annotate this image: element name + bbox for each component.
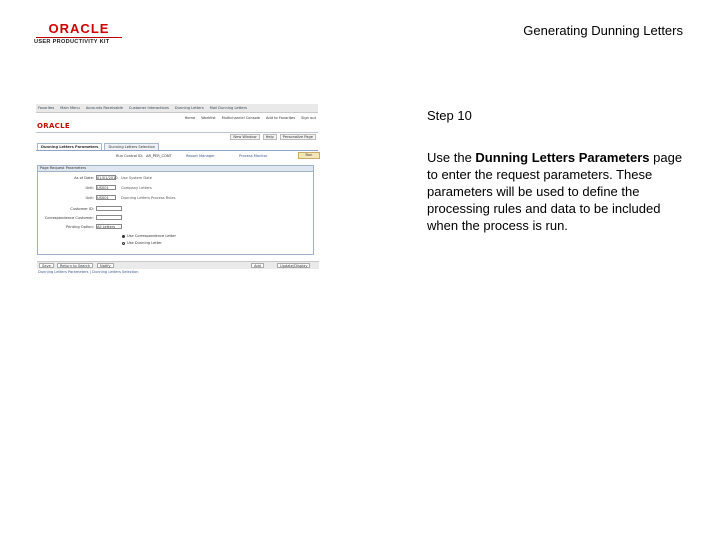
section-title: Page Request Parameters	[38, 166, 313, 172]
radio-selected-icon	[122, 235, 125, 238]
add-button[interactable]: Add	[251, 263, 264, 268]
screen-thumbnail	[36, 104, 318, 276]
logo-product-text: USER PRODUCTIVITY KIT	[34, 39, 110, 45]
step-label: Step 10	[427, 108, 472, 123]
process-monitor-link[interactable]: Process Monitor	[239, 154, 268, 158]
run-button[interactable]: Run	[298, 152, 320, 159]
update-display-button[interactable]: Update/Display	[277, 263, 310, 268]
return-to-search-button[interactable]: Return to Search	[57, 263, 93, 268]
thumb-nav-item[interactable]: Dunning Letters	[174, 106, 204, 110]
thumb-footer-links[interactable]: Dunning Letters Parameters | Dunning Letters Selection	[38, 270, 139, 274]
thumb-run-control-row	[36, 151, 318, 163]
unit-input-2[interactable]: US001	[96, 195, 116, 200]
as-of-date-field	[38, 175, 152, 180]
request-parameters-box	[37, 165, 314, 255]
field-label: Customer ID:	[70, 206, 94, 211]
thumb-nav-item[interactable]: Mail Dunning Letters	[209, 106, 247, 110]
thumb-link-home[interactable]: Home	[184, 116, 196, 120]
unit-field	[38, 185, 152, 190]
desc-suffix: page to enter the request parameters. These parameters will be used to define the processing rules and data to be included when the process is run.	[427, 150, 683, 233]
save-button[interactable]: Save	[39, 263, 54, 268]
as-of-date-input[interactable]: 01/01/2010	[97, 176, 118, 180]
field-label: Unit:	[85, 185, 94, 190]
notify-button[interactable]: Notify	[97, 263, 114, 268]
tab-dunning-selection[interactable]: Dunning Letters Selection	[104, 143, 159, 150]
customer-id-field	[38, 206, 122, 211]
thumb-personalize-link[interactable]: Personalize Page	[280, 134, 316, 140]
field-label: As of Date:	[74, 175, 94, 180]
step-description	[427, 149, 689, 234]
field-note: Company Letters	[121, 185, 152, 190]
thumb-help-link[interactable]: Help	[263, 134, 277, 140]
radio-label: Use Correspondence Letter	[127, 234, 176, 238]
desc-prefix: Use the	[427, 150, 476, 165]
correspondence-customer-field	[38, 215, 122, 220]
field-label: Unit:	[85, 195, 94, 200]
thumb-nav-item[interactable]: Favorites	[38, 106, 55, 110]
thumb-brand: ORACLE	[37, 122, 70, 130]
radio-label: Use Dunning Letter	[127, 241, 162, 245]
thumb-new-window-link[interactable]: New Window	[230, 134, 259, 140]
printing-option-field	[38, 224, 122, 229]
thumb-header	[36, 113, 318, 133]
printing-option-select[interactable]: All Letters	[96, 224, 122, 229]
thumb-link-worklist[interactable]: Worklist	[201, 116, 216, 120]
report-manager-link[interactable]: Report Manager	[186, 154, 215, 158]
oracle-upk-logo	[34, 22, 124, 45]
logo-divider	[36, 37, 122, 38]
unit-input[interactable]: US001	[96, 185, 116, 190]
radio-correspondence[interactable]	[122, 234, 176, 238]
run-control-value: AR_PER_CONT	[146, 154, 172, 158]
thumb-nav-bar	[36, 104, 318, 113]
thumb-header-links	[185, 116, 316, 120]
unit-field-2	[38, 195, 175, 200]
thumb-link-multichannel[interactable]: Multichannel Console	[221, 116, 261, 120]
logo-brand-text: ORACLE	[48, 21, 110, 36]
thumb-nav-item[interactable]: Customer Interactions	[128, 106, 169, 110]
correspondence-customer-input[interactable]	[96, 215, 122, 220]
field-note: Dunning Letters Process Rules	[121, 195, 176, 200]
run-control-label: Run Control ID:	[116, 154, 144, 158]
radio-dunning[interactable]	[122, 241, 162, 245]
radio-unselected-icon	[122, 242, 125, 245]
page-title: Generating Dunning Letters	[523, 23, 683, 38]
thumb-action-bar	[37, 261, 319, 269]
tab-dunning-parameters[interactable]: Dunning Letters Parameters	[37, 143, 102, 150]
field-label: Correspondence Customer:	[44, 215, 94, 220]
field-label: Printing Option:	[65, 224, 94, 229]
thumb-link-signout[interactable]: Sign out	[301, 116, 316, 120]
field-note: Use System Date	[121, 175, 152, 180]
thumb-link-favorites[interactable]: Add to Favorites	[266, 116, 296, 120]
customer-id-input[interactable]	[96, 206, 122, 211]
thumb-toolbar	[36, 133, 318, 141]
thumb-nav-item[interactable]: Main Menu	[60, 106, 80, 110]
desc-page-name: Dunning Letters Parameters	[475, 150, 650, 165]
thumb-nav-item[interactable]: Accounts Receivable	[85, 106, 123, 110]
thumb-tabs	[36, 143, 318, 151]
